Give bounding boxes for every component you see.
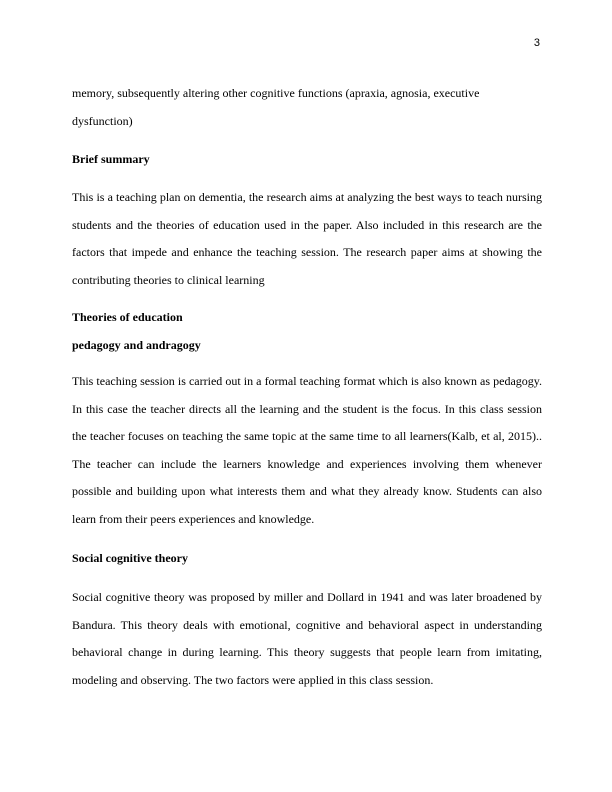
brief-summary-paragraph: This is a teaching plan on dementia, the research aims at analyzing the best ways to teach nursing students and the theories of education used in the paper. Also included in this research are the factors that impede and enhance the teaching session. The research paper aims at showing the contributing theories to clinical learning: [72, 190, 542, 287]
intro-continuation-paragraph: memory, subsequently altering other cognitive functions (apraxia, agnosia, executive dysfunction): [72, 86, 480, 128]
page-number: 3: [533, 37, 540, 49]
social-cognitive-paragraph: Social cognitive theory was proposed by miller and Dollard in 1941 and was later broadened by Bandura. This theory deals with emotional, cognitive and behavioral aspect in understanding behavioral change in during learning. This theory suggests that people learn from imitating, modeling and observing. The two factors were applied in this class session.: [72, 590, 542, 687]
heading-theories-of-education: Theories of education: [72, 310, 183, 324]
heading-brief-summary: Brief summary: [72, 152, 150, 166]
heading-pedagogy-andragogy: pedagogy and andragogy: [72, 338, 201, 352]
heading-social-cognitive-theory: Social cognitive theory: [72, 551, 188, 565]
pedagogy-paragraph: This teaching session is carried out in a formal teaching format which is also known as pedagogy. In this case the teacher directs all the learning and the student is the focus. In this class session the teacher focuses on teaching the same topic at the same time to all learners(Kalb, et al, 2015).. The teacher can include the learners knowledge and experiences involving them whenever possible and building upon what interests them and what they already know. Students can also learn from their peers experiences and knowledge.: [72, 374, 542, 526]
